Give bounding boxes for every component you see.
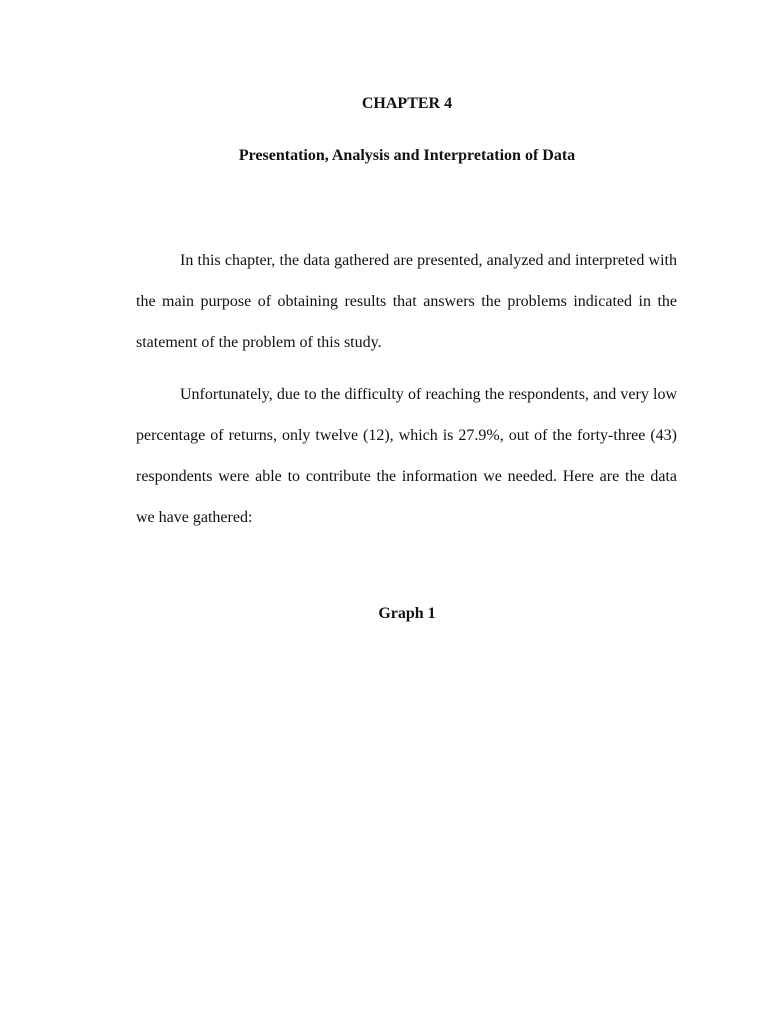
paragraph-respondents: Unfortunately, due to the difficulty of reaching the respondents, and very low percentage of returns, only twelve (12), which is 27.9%, out of the forty-three (43) respondents were able to contribute the information we needed. Here are the data we have gathered: [136, 386, 677, 526]
chapter-heading: CHAPTER 4 [361, 95, 453, 112]
section-heading: Presentation, Analysis and Interpretation of Data [238, 147, 576, 164]
graph-heading: Graph 1 [378, 605, 436, 622]
paragraph-intro: In this chapter, the data gathered are presented, analyzed and interpreted with the main purpose of obtaining results that answers the problems indicated in the statement of the problem of this study. [136, 252, 677, 351]
